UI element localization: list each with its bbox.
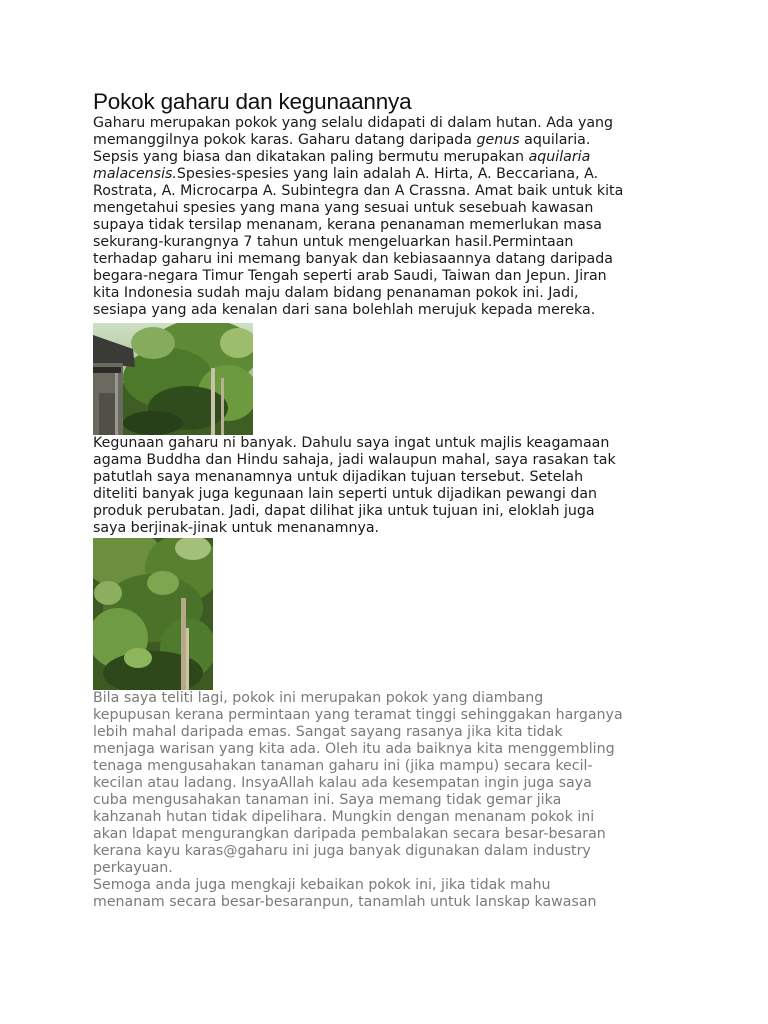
- photo-gaharu-tree-house: [93, 323, 253, 435]
- paragraph-conservation: Bila saya teliti lagi, pokok ini merupakan pokok yang diambang kepupusan kerana permintaan yang teramat tinggi sehinggakan harganya lebih mahal daripada emas. Sangat sayang rasanya jika kita tidak menjaga warisan yang kita ada. Oleh itu ada baiknya kita menggembling tenaga mengusahakan tanaman gaharu ini (jika mampu) secara kecil- kecilan atau ladang. InsyaAllah kalau ada kesempatan ingin juga saya cuba mengusahakan tanaman ini. Saya memang tidak gemar jika kahzanah hutan tidak dipelihara. Mungkin dengan menanam pokok ini akan ldapat mengurangkan daripada pembalakan secara besar-besaran kerana kayu karas@gaharu ini juga banyak digunakan dalam industry perkayuan.: [93, 690, 623, 876]
- intro-italic-species: aquilaria malacensis.: [93, 149, 591, 182]
- document-page: [93, 88, 683, 911]
- intro-text-3: Spesies-spesies yang lain adalah A. Hirta, A. Beccariana, A. Rostrata, A. Microcarpa A. Subintegra dan A Crassna. Amat baik untuk kita mengetahui spesies yang mana yang sesuai untuk sesebuah kawasan supaya tidak tersilap menanam, kerana penanaman memerlukan masa sekurang-kurangnya 7 tahun untuk mengeluarkan hasil.Permintaan terhadap gaharu ini memang banyak dan kebiasaannya datang daripada begara-negara Timur Tengah seperti arab Saudi, Taiwan dan Jepun. Jiran kita Indonesia sudah maju dalam bidang penanaman pokok ini. Jadi, sesiapa yang ada kenalan dari sana bolehlah merujuk kepada mereka.: [93, 166, 624, 318]
- page-title: Pokok gaharu dan kegunaannya: [93, 89, 412, 114]
- intro-text-2: aquilaria. Sepsis yang biasa dan dikatakan paling bermutu merupakan: [93, 132, 591, 165]
- paragraph-uses: Kegunaan gaharu ni banyak. Dahulu saya ingat untuk majlis keagamaan agama Buddha dan Hindu sahaja, jadi walaupun mahal, saya rasakan tak patutlah saya menanamnya untuk dijadikan tujuan tersebut. Setelah diteliti banyak juga kegunaan lain seperti untuk dijadikan pewangi dan produk perubatan. Jadi, dapat dilihat jika untuk tujuan ini, eloklah juga saya berjinak-jinak untuk menanamnya.: [93, 435, 616, 536]
- intro-text-1: Gaharu merupakan pokok yang selalu didapati di dalam hutan. Ada yang memanggilnya pokok karas. Gaharu datang daripada: [93, 115, 614, 148]
- intro-italic-genus: genus: [476, 132, 520, 148]
- paragraph-intro: [93, 115, 683, 319]
- paragraph-closing: Semoga anda juga mengkaji kebaikan pokok ini, jika tidak mahu menanam secara besar-besaranpun, tanamlah untuk lanskap kawasan: [93, 877, 597, 910]
- photo-gaharu-tree: [93, 538, 213, 690]
